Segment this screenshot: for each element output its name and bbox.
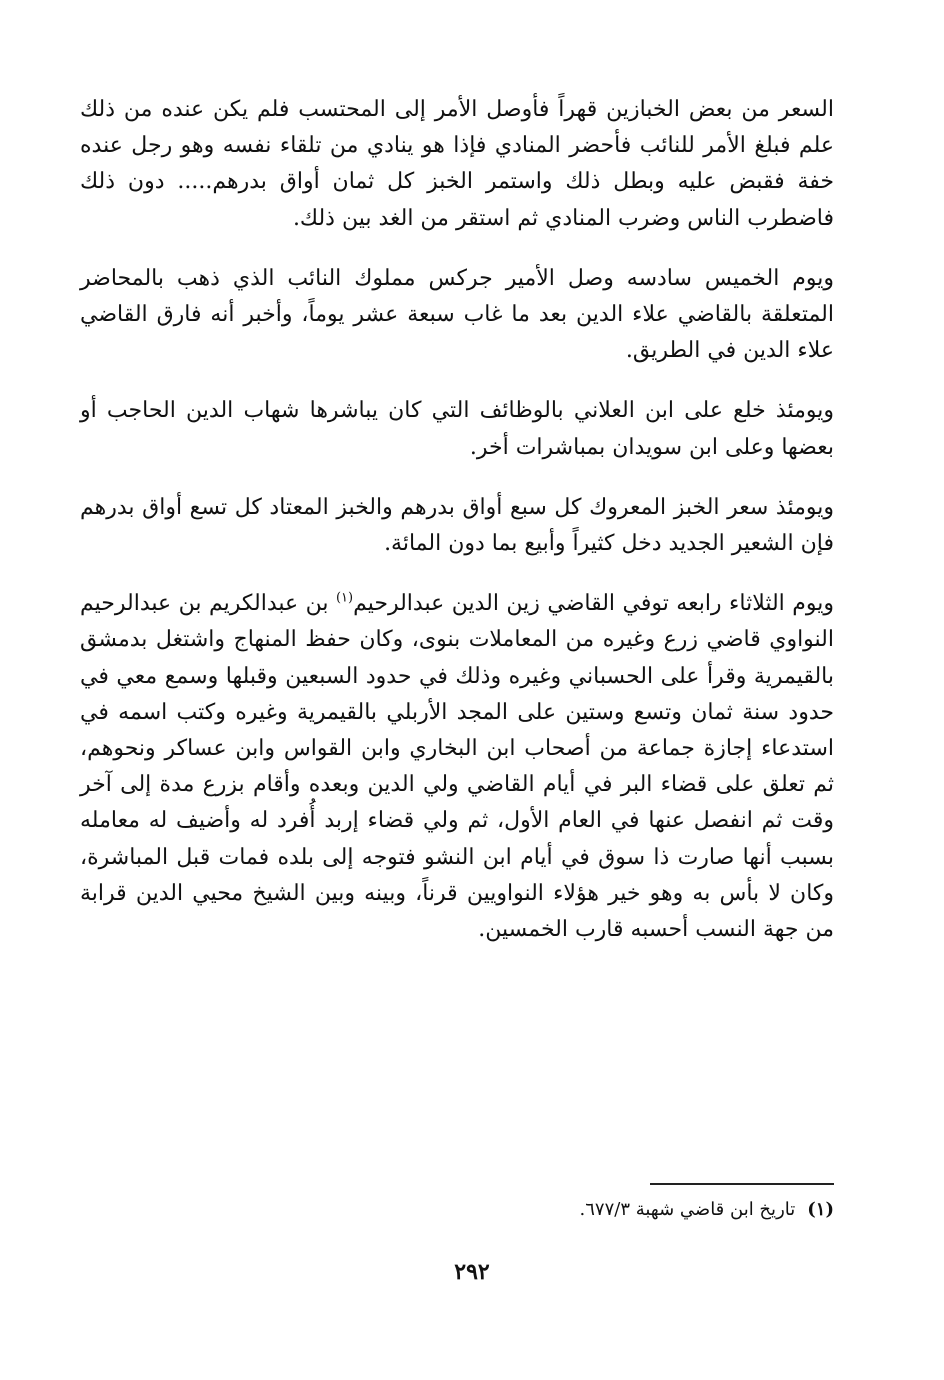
page-body bbox=[80, 92, 834, 948]
obituary-lead: ويوم الثلاثاء رابعه توفي القاضي زين الدين عبدالرحيم bbox=[353, 591, 834, 617]
footnote-divider bbox=[650, 1183, 834, 1185]
page-number: ٢٩٢ bbox=[454, 1259, 490, 1285]
obituary-rest: بن عبدالكريم بن عبدالرحيم النواوي قاضي زرع وغيره من المعاملات بنوى، وكان حفظ المنهاج واشتغل بدمشق بالقيمرية وقرأ على الحسباني وغيره وذلك في حدود السبعين وقبلها وسمع معي في حدود سنة ثمان وتسع وستين على المجد الأربلي بالقيمرية وغيره وكتب اسمه في استدعاء إجازة جماعة من أصحاب ابن البخاري وابن القواس وابن عساكر ونحوهم، ثم تعلق على قضاء البر في أيام القاضي ولي الدين وبعده وأقام بزرع مدة إلى آخر وقت ثم انفصل عنها في العام الأول، ثم ولي قضاء إربد أُفرد له وأضيف له معامله بسبب أنها صارت ذا سوق في أيام ابن النشو فتوجه إلى بلده فمات قبل المباشرة، وكان لا بأس به وهو خير هؤلاء النواويين قرناً، وبينه وبين الشيخ محيي الدين قرابة من جهة النسب أحسبه قارب الخمسين. bbox=[80, 591, 834, 943]
footnote-number: (١) bbox=[807, 1199, 834, 1220]
footnote-text: تاريخ ابن قاضي شهبة ٦٧٧/٣. bbox=[579, 1199, 796, 1220]
paragraph-obituary bbox=[80, 586, 834, 948]
paragraph-jarkas-arrival: ويوم الخميس سادسه وصل الأمير جركس مملوك النائب الذي ذهب بالمحاضر المتعلقة بالقاضي علاء الدين بعد ما غاب سبعة عشر يوماً، وأخبر أنه فارق القاضي علاء الدين في الطريق. bbox=[80, 265, 834, 364]
paragraph-bread-rates: ويومئذ سعر الخبز المعروك كل سبع أواق بدرهم والخبز المعتاد كل تسع أواق بدرهم فإن الشعير الجديد دخل كثيراً وأبيع بما دون المائة. bbox=[80, 494, 834, 557]
footnote bbox=[580, 1196, 834, 1224]
paragraph-ibn-alalani: ويومئذ خلع على ابن العلاني بالوظائف التي كان يباشرها شهاب الدين الحاجب أو بعضها وعلى ابن سويدان بمباشرات أخر. bbox=[80, 398, 834, 460]
footnote-reference: (١) bbox=[335, 590, 354, 606]
paragraph-bread-price: السعر من بعض الخبازين قهراً فأوصل الأمر إلى المحتسب فلم يكن عنده من ذلك علم فبلغ الأمر للنائب فأحضر المنادي فإذا هو ينادي من تلقاء نفسه وهو رجل عنده خفة فقبض عليه وبطل ذلك واستمر الخبز كل ثمان أواق بدرهم..... دون ذلك فاضطرب الناس وضرب المنادي ثم استقر من الغد بين ذلك. bbox=[80, 97, 834, 231]
